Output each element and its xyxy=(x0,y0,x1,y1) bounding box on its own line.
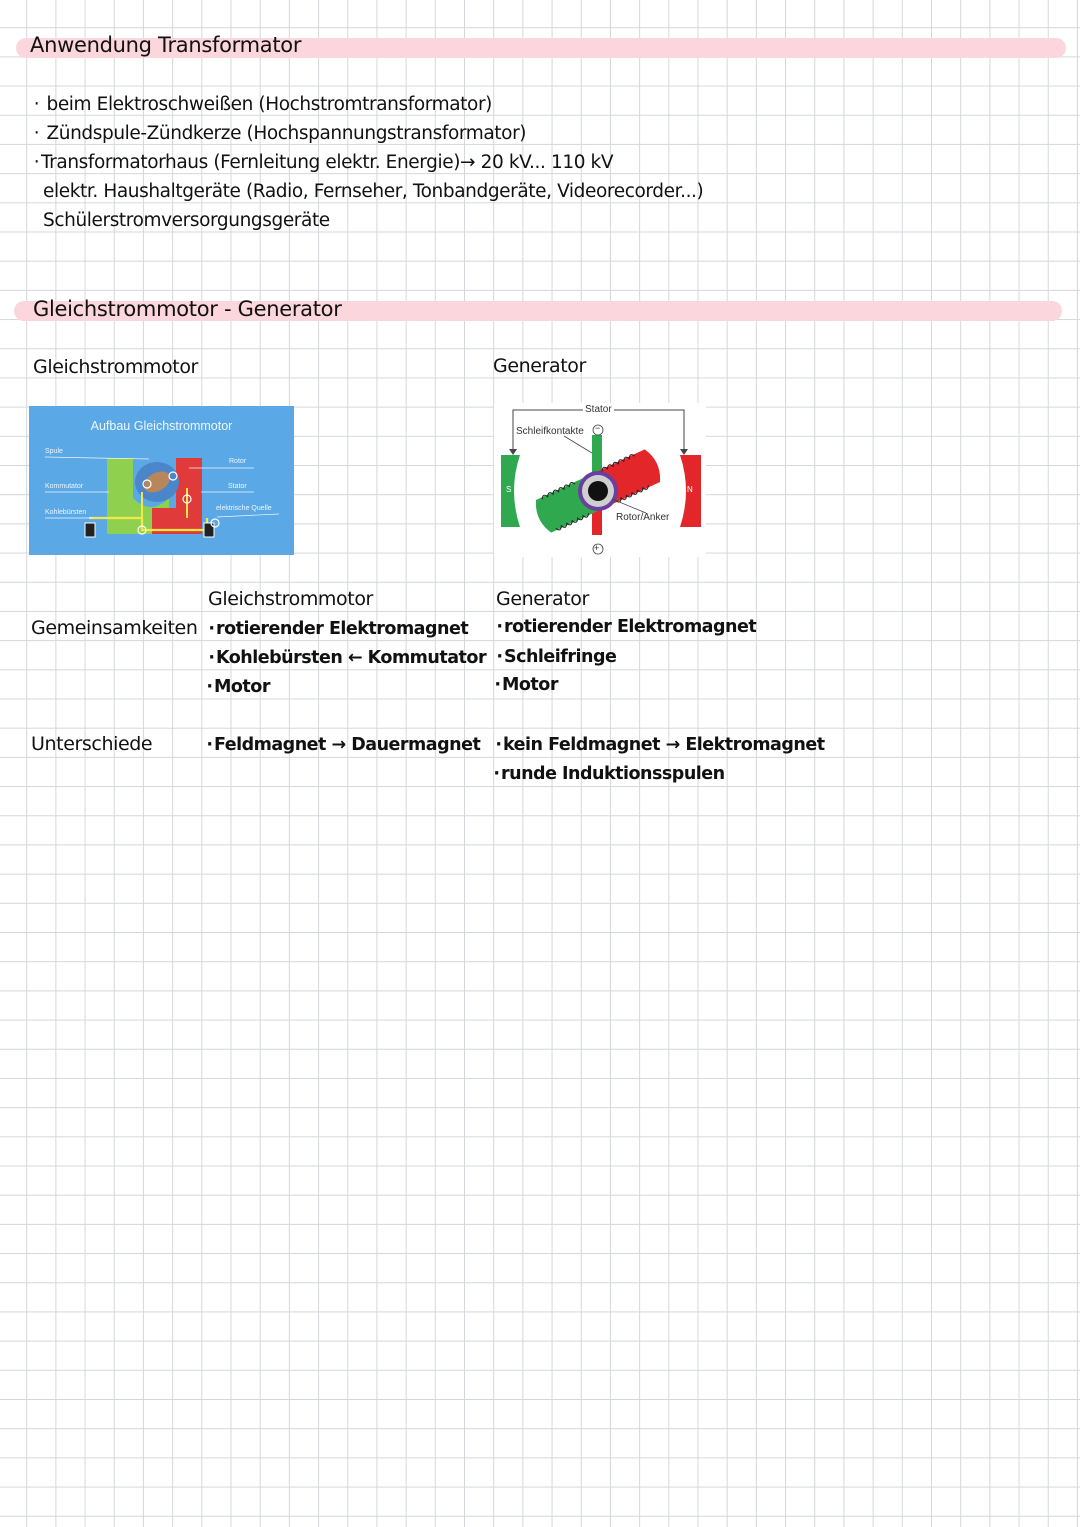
generator-label-rotor: Rotor/Anker xyxy=(616,512,670,523)
generator-heading: Generator xyxy=(493,355,586,377)
generator-label-north: N xyxy=(687,485,693,494)
motor-label-stator: Stator xyxy=(228,483,247,490)
generator-label-south: S xyxy=(506,485,512,494)
motor-difference-item: ·Feldmagnet → Dauermagnet xyxy=(206,735,481,755)
motor-diagram-image xyxy=(29,406,294,555)
section-title-transformator: Anwendung Transformator xyxy=(30,33,302,57)
motor-common-item: ·Motor xyxy=(206,677,270,697)
list-item: · Zündspule-Zündkerze (Hochspannungstransformator) xyxy=(33,123,527,144)
section-title-motor-generator: Gleichstrommotor - Generator xyxy=(33,297,342,321)
comparison-row-gemeinsamkeiten: Gemeinsamkeiten xyxy=(31,617,198,639)
motor-label-quelle: elektrische Quelle xyxy=(216,505,272,512)
generator-common-item: ·Motor xyxy=(494,675,558,695)
list-item: Schülerstromversorgungsgeräte xyxy=(43,210,330,231)
motor-figure-title: Aufbau Gleichstrommotor xyxy=(90,419,233,433)
generator-label-stator: Stator xyxy=(585,404,612,415)
generator-difference-item: ·kein Feldmagnet → Elektromagnet xyxy=(495,735,825,755)
motor-common-item: ·rotierender Elektromagnet xyxy=(208,619,469,639)
comparison-col-motor: Gleichstrommotor xyxy=(208,588,373,610)
list-item: ·Transformatorhaus (Fernleitung elektr. Energie)→ 20 kV... 110 kV xyxy=(33,152,614,173)
comparison-row-unterschiede: Unterschiede xyxy=(31,733,153,755)
generator-diagram-image xyxy=(494,403,706,557)
motor-heading: Gleichstrommotor xyxy=(33,356,198,378)
generator-label-schleifkontakte: Schleifkontakte xyxy=(516,426,584,437)
motor-label-kohlebuersten: Kohlebürsten xyxy=(45,509,87,516)
motor-label-rotor: Rotor xyxy=(229,458,247,465)
generator-terminal-plus: + xyxy=(594,543,600,553)
motor-label-kommutator: Kommutator xyxy=(45,483,84,490)
generator-difference-item: ·runde Induktionsspulen xyxy=(493,764,725,784)
generator-common-item: ·Schleifringe xyxy=(496,647,617,667)
motor-label-spule: Spule xyxy=(45,448,63,455)
list-item: · beim Elektroschweißen (Hochstromtransformator) xyxy=(33,94,492,115)
comparison-col-generator: Generator xyxy=(496,588,589,610)
motor-common-item: ·Kohlebürsten ← Kommutator xyxy=(208,648,487,668)
generator-terminal-minus: − xyxy=(595,423,601,433)
list-item: elektr. Haushaltgeräte (Radio, Fernseher, Tonbandgeräte, Videorecorder...) xyxy=(43,181,704,202)
motor-schematic xyxy=(29,406,294,555)
generator-common-item: ·rotierender Elektromagnet xyxy=(496,617,757,637)
